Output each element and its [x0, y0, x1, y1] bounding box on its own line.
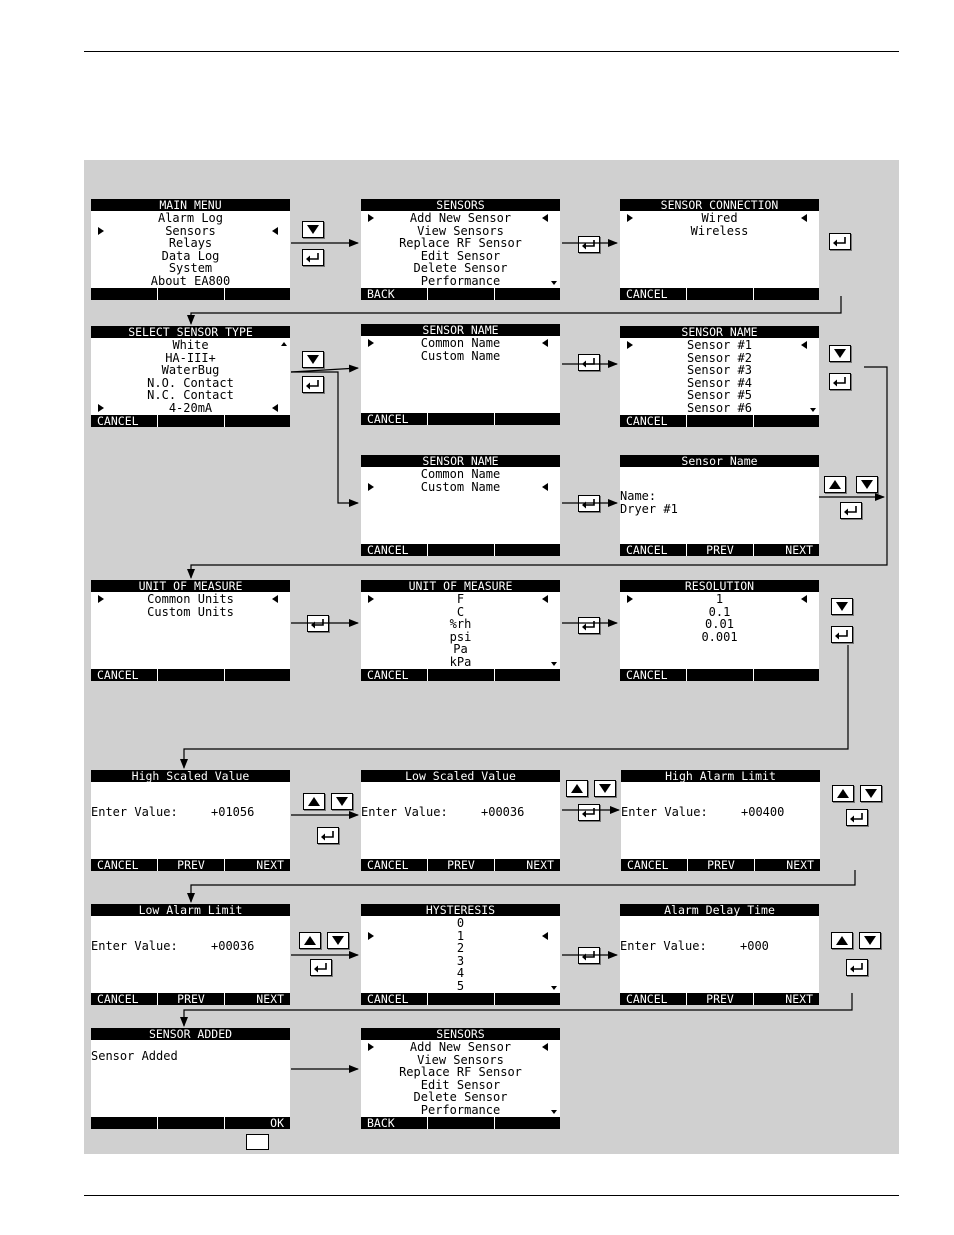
screen-title: SENSOR NAME [361, 324, 560, 336]
softkey-1[interactable]: CANCEL [367, 992, 409, 1006]
entry-value[interactable]: +000 [740, 939, 769, 953]
lcd-screen-hysteresis [361, 904, 560, 1005]
keypad-enter-key[interactable] [578, 495, 600, 512]
menu-item-label: Pa [453, 642, 468, 657]
blank-key[interactable] [246, 1134, 269, 1150]
keypad-down-key[interactable] [331, 793, 353, 810]
scroll-down-indicator-icon [551, 281, 557, 285]
menu-item-label: %rh [449, 617, 472, 632]
lcd-screen-select-sensor-type [91, 326, 290, 427]
softkey-3[interactable] [495, 669, 560, 681]
softkey-1[interactable]: CANCEL [626, 668, 668, 682]
menu-item-label: Add New Sensor [409, 211, 512, 225]
menu-item-label: View Sensors [417, 1052, 504, 1067]
selection-right-caret-icon [542, 595, 548, 603]
softkey-1[interactable] [91, 288, 157, 300]
menu-item-label: N.C. Contact [147, 388, 234, 403]
softkey-2[interactable]: PREV [707, 858, 735, 872]
menu-item[interactable] [361, 656, 560, 669]
menu-item[interactable] [361, 980, 560, 993]
softkey-2[interactable] [428, 669, 494, 681]
softkey-3[interactable]: OK [270, 1116, 284, 1130]
menu-item-label: 1 [456, 928, 465, 943]
softkey-2[interactable] [158, 415, 224, 427]
selection-left-caret-icon [368, 932, 374, 940]
softkey-1[interactable]: CANCEL [367, 543, 409, 557]
selection-left-caret-icon [627, 341, 633, 349]
softkey-3[interactable]: NEXT [256, 858, 284, 872]
menu-item-label: System [168, 261, 213, 276]
menu-item-label: Sensor #5 [686, 388, 753, 403]
softkey-3[interactable] [495, 993, 560, 1005]
selection-right-caret-icon [542, 1043, 548, 1051]
menu-item-label: Add New Sensor [409, 1040, 512, 1054]
entry-label: Enter Value: [361, 805, 448, 819]
softkey-2[interactable] [428, 1117, 494, 1129]
menu-item-label: Wireless [690, 223, 749, 238]
menu-list [361, 337, 560, 362]
softkey-bar [91, 1117, 290, 1129]
softkey-2[interactable]: PREV [177, 992, 205, 1006]
softkey-3[interactable] [754, 288, 819, 300]
menu-list [361, 468, 560, 493]
softkey-3[interactable]: NEXT [785, 992, 813, 1006]
lcd-screen-sensors-return [361, 1028, 560, 1129]
softkey-1[interactable]: CANCEL [97, 414, 139, 428]
screen-title: Sensor Name [620, 455, 819, 467]
keypad-enter-key[interactable] [578, 617, 600, 634]
menu-list [91, 339, 290, 415]
keypad-up-key[interactable] [824, 476, 846, 493]
lcd-screen-unit-of-measure [91, 580, 290, 681]
softkey-bar [91, 669, 290, 681]
softkey-1[interactable]: CANCEL [97, 992, 139, 1006]
menu-item-label: 4 [456, 966, 465, 981]
keypad-enter-key[interactable] [829, 373, 851, 390]
keypad-down-key[interactable] [594, 780, 616, 797]
menu-item[interactable] [620, 225, 819, 238]
menu-item-label: HA-III+ [165, 350, 216, 365]
keypad-enter-key[interactable] [578, 804, 600, 821]
menu-item-label: Edit Sensor [420, 1077, 501, 1092]
bottom-rule [84, 1195, 899, 1196]
softkey-1[interactable] [91, 1117, 157, 1129]
menu-item-label: 0.001 [701, 629, 738, 644]
menu-item-label: WaterBug [161, 363, 220, 378]
text-line: Name: [620, 489, 657, 503]
keypad-enter-key[interactable] [317, 827, 339, 844]
screen-title: MAIN MENU [91, 199, 290, 211]
selection-right-caret-icon [272, 404, 278, 412]
softkey-1[interactable]: CANCEL [367, 668, 409, 682]
screen-title: Low Alarm Limit [91, 904, 290, 916]
entry-value[interactable]: +00400 [741, 805, 785, 819]
menu-list [91, 593, 290, 618]
lcd-screen-sensor-name-common [361, 324, 560, 425]
keypad-enter-key[interactable] [846, 809, 868, 826]
keypad-down-key[interactable] [856, 476, 878, 493]
lcd-screen-sensors [361, 199, 560, 300]
keypad-enter-key[interactable] [302, 249, 324, 266]
menu-item-label: C [456, 604, 465, 619]
menu-item-label: Sensor #6 [686, 400, 753, 415]
value-entry-row [91, 940, 290, 953]
screen-title: SENSOR CONNECTION [620, 199, 819, 211]
scroll-down-indicator-icon [551, 662, 557, 666]
selection-left-caret-icon [368, 214, 374, 222]
keypad-enter-key[interactable] [307, 615, 329, 632]
softkey-1[interactable]: CANCEL [626, 287, 668, 301]
menu-item-label: 4-20mA [168, 400, 213, 415]
softkey-3[interactable] [225, 669, 290, 681]
menu-item-label: F [456, 592, 465, 606]
softkey-2[interactable]: PREV [706, 992, 734, 1006]
menu-item-label: Performance [420, 273, 501, 288]
keypad-up-key[interactable] [566, 780, 588, 797]
menu-item-label: psi [449, 629, 472, 644]
menu-item[interactable] [361, 481, 560, 494]
softkey-2[interactable] [687, 288, 753, 300]
menu-list [361, 1041, 560, 1117]
keypad-up-key[interactable] [299, 932, 321, 949]
menu-list [620, 212, 819, 237]
softkey-bar [361, 859, 560, 871]
lcd-screen-sensor-connection [620, 199, 819, 300]
screen-title: SENSORS [361, 199, 560, 211]
menu-item-label: Sensors [165, 223, 216, 238]
selection-left-caret-icon [98, 404, 104, 412]
menu-item-label: Replace RF Sensor [399, 236, 522, 251]
menu-item[interactable] [361, 350, 560, 363]
menu-item-label: Replace RF Sensor [399, 1065, 522, 1080]
softkey-bar [361, 544, 560, 556]
keypad-enter-key[interactable] [840, 502, 862, 519]
softkey-bar [620, 993, 819, 1005]
keypad-up-key[interactable] [832, 785, 854, 802]
selection-left-caret-icon [98, 595, 104, 603]
softkey-1[interactable]: CANCEL [626, 543, 668, 557]
selection-right-caret-icon [542, 932, 548, 940]
softkey-3[interactable] [495, 1117, 560, 1129]
menu-item[interactable] [91, 402, 290, 415]
menu-list [361, 212, 560, 288]
menu-list [361, 917, 560, 993]
selection-right-caret-icon [801, 341, 807, 349]
softkey-1[interactable]: BACK [367, 1116, 395, 1130]
selection-left-caret-icon [368, 339, 374, 347]
lcd-screen-alarm-delay [620, 904, 819, 1005]
keypad-enter-key[interactable] [578, 947, 600, 964]
softkey-2[interactable] [158, 669, 224, 681]
keypad-down-key[interactable] [302, 351, 324, 368]
text-line: Dryer #1 [620, 501, 678, 516]
lcd-screen-low-alarm [91, 904, 290, 1005]
keypad-enter-key[interactable] [829, 233, 851, 250]
selection-left-caret-icon [98, 227, 104, 235]
softkey-1[interactable]: CANCEL [626, 992, 668, 1006]
entry-value[interactable]: +00036 [481, 805, 525, 819]
keypad-down-key[interactable] [859, 932, 881, 949]
entry-value[interactable]: +01056 [211, 805, 255, 819]
softkey-2[interactable]: PREV [177, 858, 205, 872]
softkey-2[interactable]: PREV [447, 858, 475, 872]
softkey-bar [361, 993, 560, 1005]
menu-item-label: Alarm Log [157, 211, 224, 225]
softkey-bar [361, 413, 560, 425]
menu-item-label: Sensor #1 [686, 338, 753, 352]
softkey-3[interactable] [225, 415, 290, 427]
text-lines [620, 490, 819, 515]
menu-item[interactable] [620, 402, 819, 415]
menu-item-label: 0.01 [705, 617, 734, 632]
keypad-enter-key[interactable] [846, 959, 868, 976]
selection-right-caret-icon [542, 214, 548, 222]
menu-item-label: Relays [168, 236, 213, 251]
screen-title: HYSTERESIS [361, 904, 560, 916]
value-entry-row [361, 806, 560, 819]
keypad-enter-key[interactable] [578, 354, 600, 371]
menu-list [361, 593, 560, 669]
keypad-up-key[interactable] [303, 793, 325, 810]
value-entry-row [621, 806, 820, 819]
softkey-bar [621, 859, 820, 871]
keypad-up-key[interactable] [831, 932, 853, 949]
screen-title: UNIT OF MEASURE [91, 580, 290, 592]
menu-item-label: N.O. Contact [147, 375, 234, 390]
keypad-down-key[interactable] [829, 345, 851, 362]
selection-right-caret-icon [542, 339, 548, 347]
keypad-enter-key[interactable] [831, 626, 853, 643]
selection-right-caret-icon [272, 595, 278, 603]
menu-item-label: Common Name [420, 467, 501, 481]
lcd-screen-high-scaled [91, 770, 290, 871]
softkey-3[interactable] [754, 415, 819, 427]
menu-item[interactable] [91, 275, 290, 288]
softkey-2[interactable] [428, 993, 494, 1005]
screen-title: High Scaled Value [91, 770, 290, 782]
softkey-bar [361, 288, 560, 300]
entry-label: Enter Value: [91, 805, 178, 819]
scroll-down-indicator-icon [810, 408, 816, 412]
scroll-up-indicator-icon [281, 342, 287, 346]
keypad-down-key[interactable] [860, 785, 882, 802]
screen-title: Low Scaled Value [361, 770, 560, 782]
menu-item-label: 1 [715, 592, 724, 606]
screen-title: SENSOR ADDED [91, 1028, 290, 1040]
softkey-2[interactable] [687, 669, 753, 681]
softkey-2[interactable] [687, 415, 753, 427]
menu-item-label: Data Log [161, 248, 220, 263]
lcd-screen-sensor-name-list [620, 326, 819, 427]
menu-item-label: Common Name [420, 336, 501, 350]
selection-right-caret-icon [272, 227, 278, 235]
softkey-2[interactable] [428, 544, 494, 556]
screen-title: Alarm Delay Time [620, 904, 819, 916]
menu-item[interactable] [361, 1104, 560, 1117]
softkey-bar [91, 859, 290, 871]
screen-title: SENSORS [361, 1028, 560, 1040]
keypad-down-key[interactable] [831, 598, 853, 615]
softkey-2[interactable] [158, 1117, 224, 1129]
softkey-3[interactable] [225, 288, 290, 300]
menu-list [620, 593, 819, 643]
value-entry-row [91, 806, 290, 819]
menu-item-label: 0.1 [708, 604, 731, 619]
softkey-1[interactable]: CANCEL [97, 858, 139, 872]
entry-label: Enter Value: [91, 939, 178, 953]
softkey-bar [91, 993, 290, 1005]
lcd-screen-unit-list [361, 580, 560, 681]
text-line: Sensor Added [91, 1049, 178, 1063]
softkey-2[interactable] [428, 288, 494, 300]
menu-item-label: Performance [420, 1102, 501, 1117]
menu-item-label: White [172, 338, 209, 352]
menu-item[interactable] [361, 275, 560, 288]
value-entry-row [620, 940, 819, 953]
menu-item-label: Custom Name [420, 348, 501, 363]
menu-item[interactable] [91, 606, 290, 619]
text-lines [91, 1050, 290, 1063]
menu-item-label: Custom Units [147, 604, 234, 619]
scroll-down-indicator-icon [551, 986, 557, 990]
menu-item-label: 3 [456, 953, 465, 968]
softkey-1[interactable]: BACK [367, 287, 395, 301]
menu-list [91, 212, 290, 288]
top-rule [84, 51, 899, 52]
lcd-screen-sensor-name-entry [620, 455, 819, 556]
menu-item-label: 5 [456, 978, 465, 993]
menu-item-label: 0 [456, 916, 465, 930]
softkey-1[interactable]: CANCEL [367, 412, 409, 426]
softkey-3[interactable] [495, 288, 560, 300]
selection-left-caret-icon [627, 214, 633, 222]
softkey-bar [620, 288, 819, 300]
selection-left-caret-icon [627, 595, 633, 603]
softkey-2[interactable] [428, 413, 494, 425]
softkey-bar [620, 544, 819, 556]
softkey-bar [620, 669, 819, 681]
menu-item-label: Wired [701, 211, 738, 225]
softkey-bar [361, 1117, 560, 1129]
menu-list [620, 339, 819, 415]
softkey-2[interactable] [158, 288, 224, 300]
softkey-1[interactable]: CANCEL [97, 668, 139, 682]
menu-item-label: kPa [449, 654, 472, 669]
menu-item-label: About EA800 [150, 273, 231, 288]
softkey-3[interactable]: NEXT [785, 543, 813, 557]
screen-title: RESOLUTION [620, 580, 819, 592]
menu-item-label: Sensor #3 [686, 363, 753, 378]
softkey-3[interactable]: NEXT [526, 858, 554, 872]
entry-label: Enter Value: [621, 805, 708, 819]
menu-item-label: Common Units [147, 592, 234, 606]
softkey-bar [361, 669, 560, 681]
softkey-3[interactable] [754, 669, 819, 681]
keypad-enter-key[interactable] [310, 959, 332, 976]
menu-item-label: Custom Name [420, 479, 501, 494]
lcd-screen-high-alarm [621, 770, 820, 871]
selection-left-caret-icon [368, 1043, 374, 1051]
lcd-screen-low-scaled [361, 770, 560, 871]
softkey-bar [91, 415, 290, 427]
menu-item-label: Delete Sensor [413, 1090, 508, 1105]
softkey-3[interactable] [495, 413, 560, 425]
keypad-down-key[interactable] [327, 932, 349, 949]
softkey-3[interactable] [495, 544, 560, 556]
selection-left-caret-icon [368, 595, 374, 603]
screen-title: SENSOR NAME [361, 455, 560, 467]
keypad-down-key[interactable] [302, 221, 324, 238]
softkey-bar [91, 288, 290, 300]
screen-title: SELECT SENSOR TYPE [91, 326, 290, 338]
menu-item-label: View Sensors [417, 223, 504, 238]
scroll-down-indicator-icon [551, 1110, 557, 1114]
menu-item-label: Sensor #4 [686, 375, 753, 390]
keypad-enter-key[interactable] [302, 376, 324, 393]
softkey-3[interactable]: NEXT [786, 858, 814, 872]
screen-title: High Alarm Limit [621, 770, 820, 782]
selection-left-caret-icon [368, 483, 374, 491]
softkey-bar [620, 415, 819, 427]
selection-right-caret-icon [542, 483, 548, 491]
lcd-screen-sensor-added [91, 1028, 290, 1129]
screen-title: UNIT OF MEASURE [361, 580, 560, 592]
menu-item-label: Edit Sensor [420, 248, 501, 263]
menu-item-label: Delete Sensor [413, 261, 508, 276]
softkey-1[interactable]: CANCEL [367, 858, 409, 872]
softkey-1[interactable]: CANCEL [626, 414, 668, 428]
menu-item[interactable] [620, 631, 819, 644]
selection-right-caret-icon [801, 595, 807, 603]
selection-right-caret-icon [801, 214, 807, 222]
screen-title: SENSOR NAME [620, 326, 819, 338]
menu-item-label: Sensor #2 [686, 350, 753, 365]
softkey-2[interactable]: PREV [706, 543, 734, 557]
entry-value[interactable]: +00036 [211, 939, 255, 953]
lcd-screen-sensor-name-custom [361, 455, 560, 556]
lcd-screen-resolution [620, 580, 819, 681]
keypad-enter-key[interactable] [578, 236, 600, 253]
softkey-1[interactable]: CANCEL [627, 858, 669, 872]
lcd-screen-main-menu [91, 199, 290, 300]
entry-label: Enter Value: [620, 939, 707, 953]
softkey-3[interactable]: NEXT [256, 992, 284, 1006]
menu-item-label: 2 [456, 941, 465, 956]
